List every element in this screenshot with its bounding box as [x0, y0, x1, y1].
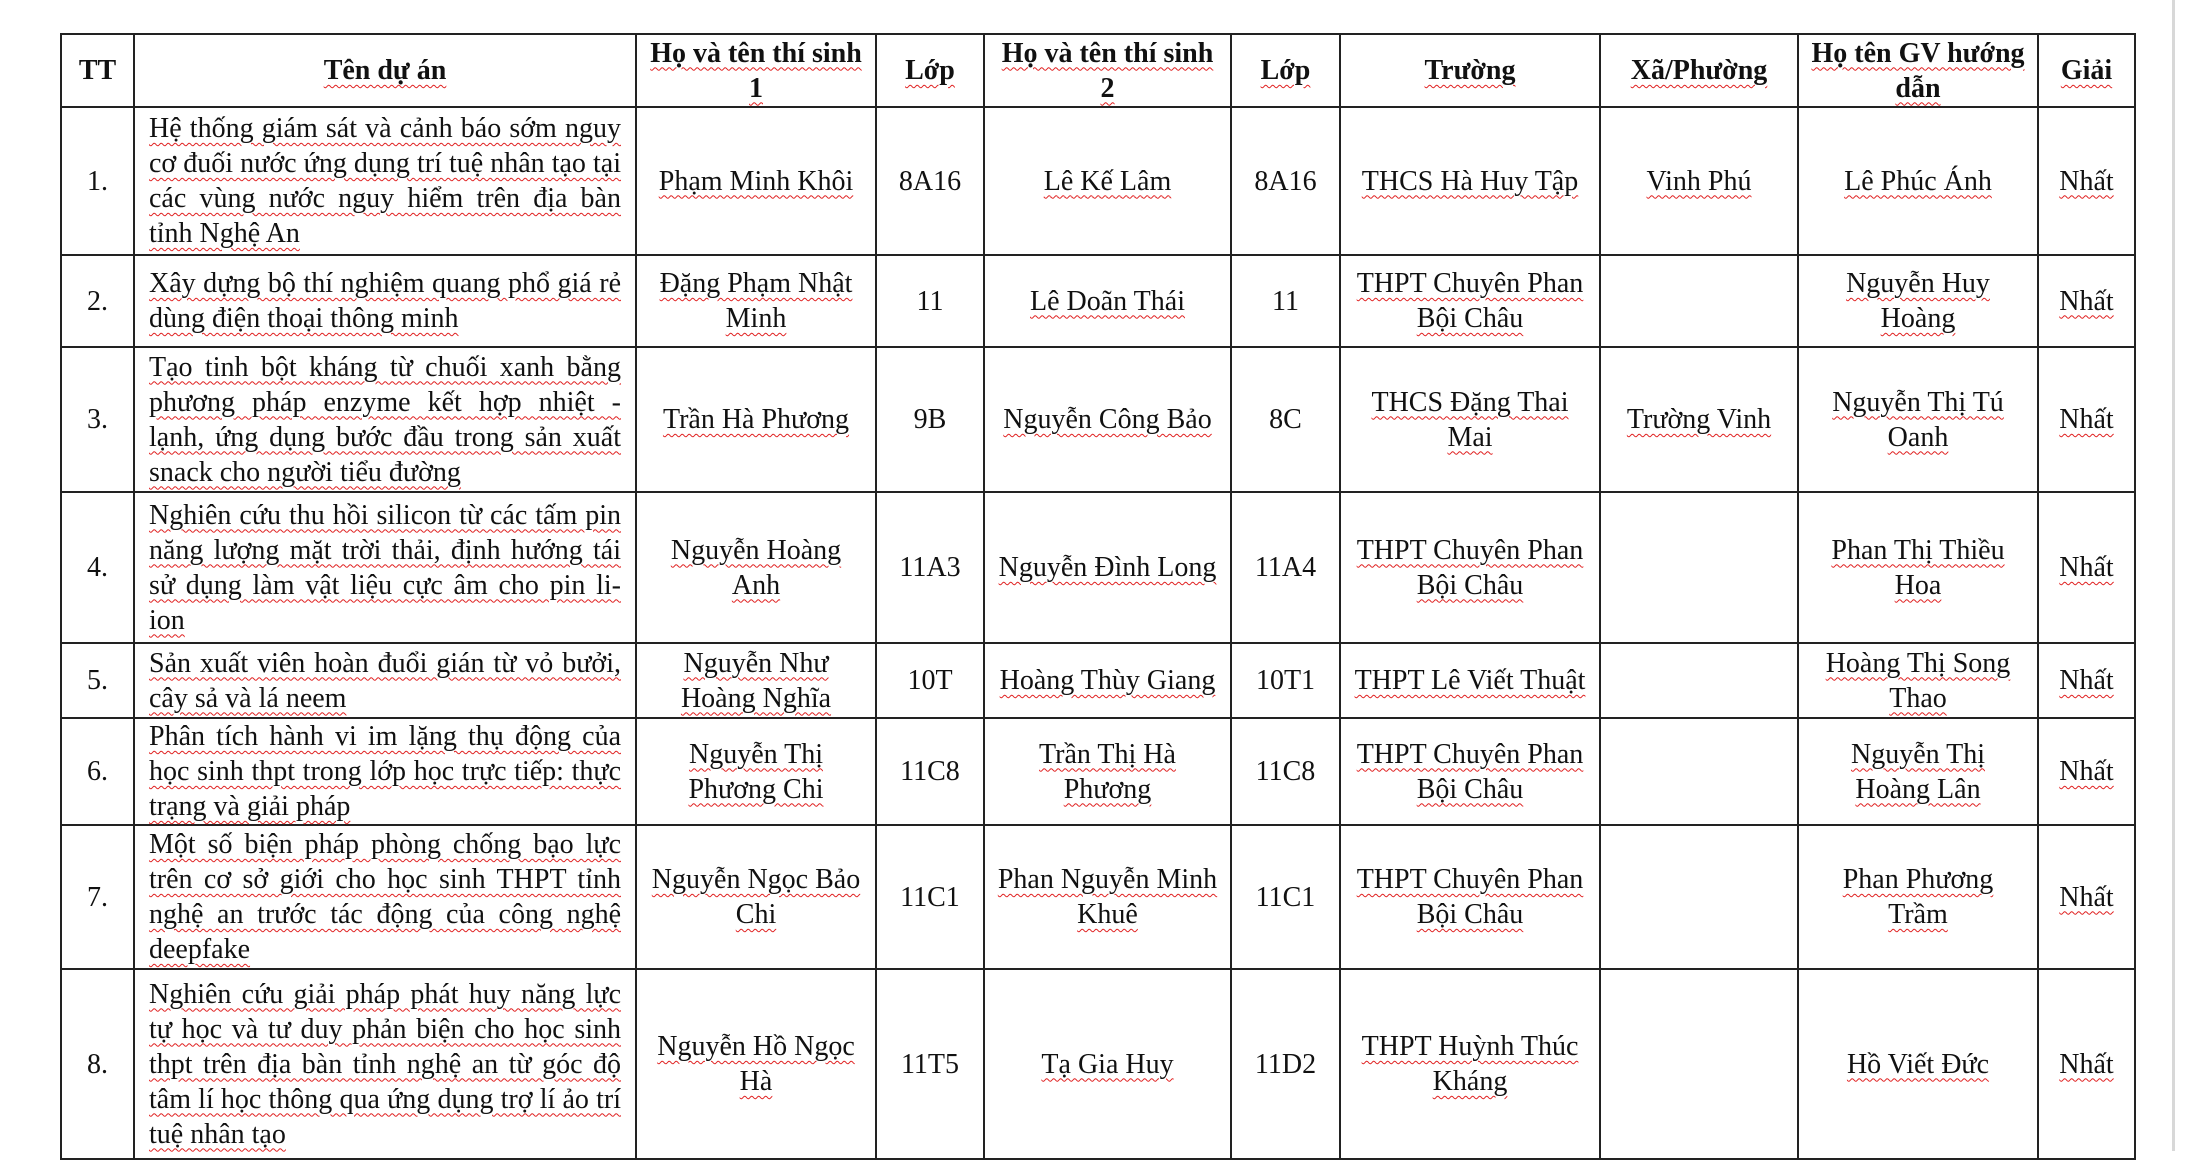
cell-tt-text: 7.	[87, 881, 108, 913]
cell-class2-text: 11C8	[1255, 756, 1316, 787]
header-teacher	[1798, 34, 2038, 107]
header-class1	[876, 34, 984, 107]
cell-project-text: Hệ thống giám sát và cảnh báo sớm nguy cơ đuối nước ứng dụng trí tuệ nhân tạo tại các vùng nước nguy hiểm trên địa bàn tỉnh Nghệ An	[149, 113, 621, 249]
header-school-label: Trường	[1424, 55, 1516, 86]
cell-school-text: THPT Huỳnh Thúc Kháng	[1361, 1031, 1579, 1097]
cell-class2	[1231, 255, 1340, 347]
cell-tt-text: 5.	[87, 665, 108, 696]
cell-class2-text: 10T1	[1255, 665, 1316, 696]
cell-tt-text: 3.	[87, 404, 108, 435]
cell-student2	[984, 969, 1231, 1159]
cell-prize-text: Nhất	[2059, 665, 2114, 696]
cell-teacher	[1798, 492, 2038, 643]
cell-teacher	[1798, 718, 2038, 825]
cell-student1-text: Nguyễn Ngọc Bảo Chi	[651, 864, 861, 930]
cell-student2-text: Lê Kế Lâm	[1043, 165, 1172, 197]
cell-project-text: Một số biện pháp phòng chống bạo lực trên cơ sở giới cho học sinh THPT tỉnh nghệ an trước tác động của công nghệ deepfake	[149, 829, 621, 965]
header-class2-label: Lớp	[1260, 55, 1311, 86]
cell-prize-text: Nhất	[2059, 404, 2114, 435]
cell-tt-text: 6.	[87, 756, 108, 787]
cell-prize	[2038, 825, 2135, 969]
cell-prize-text: Nhất	[2059, 756, 2114, 787]
cell-tt	[61, 492, 134, 643]
cell-project	[134, 969, 636, 1159]
cell-ward	[1600, 255, 1798, 347]
cell-class2	[1231, 347, 1340, 492]
cell-student1	[636, 825, 876, 969]
cell-teacher	[1798, 969, 2038, 1159]
cell-teacher	[1798, 825, 2038, 969]
cell-student1-text: Nguyễn Như Hoàng Nghĩa	[680, 647, 832, 714]
cell-ward	[1600, 107, 1798, 255]
cell-school-text: THPT Chuyên Phan Bội Châu	[1356, 268, 1584, 334]
cell-project-text: Xây dựng bộ thí nghiệm quang phổ giá rẻ dùng điện thoại thông minh	[149, 268, 621, 334]
cell-student2	[984, 107, 1231, 255]
cell-teacher	[1798, 255, 2038, 347]
cell-school-text: THPT Chuyên Phan Bội Châu	[1356, 738, 1584, 805]
header-school	[1340, 34, 1600, 107]
cell-school-text: THPT Chuyên Phan Bội Châu	[1356, 534, 1584, 601]
cell-project	[134, 107, 636, 255]
cell-class1	[876, 718, 984, 825]
cell-student2-text: Hoàng Thùy Giang	[999, 665, 1216, 696]
cell-class1-text: 11	[916, 285, 944, 317]
cell-class1	[876, 825, 984, 969]
awards-table	[60, 33, 2136, 1160]
header-prize-label: Giải	[2060, 55, 2113, 86]
cell-school	[1340, 347, 1600, 492]
cell-prize-text: Nhất	[2059, 1048, 2114, 1080]
header-student1-label: Họ và tên thí sinh 1	[650, 37, 862, 104]
cell-class2	[1231, 107, 1340, 255]
cell-ward	[1600, 969, 1798, 1159]
cell-project-text: Sản xuất viên hoàn đuổi gián từ vỏ bưởi, cây sả và lá neem	[149, 647, 621, 714]
header-tt: TT	[61, 34, 134, 107]
table-row	[61, 107, 2135, 255]
cell-student1-text: Nguyễn Thị Phương Chi	[688, 738, 824, 805]
cell-school-text: THPT Lê Viết Thuật	[1354, 665, 1586, 696]
cell-class1	[876, 255, 984, 347]
cell-class1-text: 11C8	[900, 756, 960, 787]
table-row	[61, 492, 2135, 643]
cell-student1	[636, 969, 876, 1159]
header-prize	[2038, 34, 2135, 107]
header-ward-label: Xã/Phường	[1630, 55, 1768, 86]
cell-project-text: Phân tích hành vi im lặng thụ động của học sinh thpt trong lớp học trực tiếp: thực trạng và giải pháp	[149, 721, 621, 822]
cell-tt	[61, 825, 134, 969]
table-row	[61, 643, 2135, 718]
cell-class1-text: 11T5	[900, 1048, 960, 1080]
page-edge	[2172, 0, 2175, 1151]
cell-student1-text: Trần Hà Phương	[662, 404, 850, 435]
cell-teacher-text: Phan Thị Thiều Hoa	[1831, 534, 2005, 601]
header-project-label: Tên dự án	[323, 55, 447, 86]
cell-tt	[61, 255, 134, 347]
cell-tt-text: 2.	[87, 285, 108, 317]
cell-class1-text: 9B	[913, 404, 947, 435]
cell-school	[1340, 107, 1600, 255]
cell-school	[1340, 492, 1600, 643]
table-row	[61, 969, 2135, 1159]
cell-student2	[984, 255, 1231, 347]
cell-school	[1340, 718, 1600, 825]
header-student2-label: Họ và tên thí sinh 2	[1001, 37, 1214, 104]
cell-tt	[61, 643, 134, 718]
cell-school	[1340, 969, 1600, 1159]
cell-teacher-text: Hoàng Thị Song Thao	[1825, 647, 2011, 714]
cell-student2-text: Nguyễn Đình Long	[998, 552, 1217, 583]
cell-tt-text: 8.	[87, 1048, 108, 1080]
cell-prize	[2038, 255, 2135, 347]
cell-school	[1340, 825, 1600, 969]
cell-project	[134, 255, 636, 347]
cell-school-text: THPT Chuyên Phan Bội Châu	[1356, 864, 1584, 930]
cell-ward	[1600, 492, 1798, 643]
header-row	[61, 34, 2135, 107]
cell-ward	[1600, 643, 1798, 718]
cell-student1	[636, 492, 876, 643]
cell-project-text: Nghiên cứu thu hồi silicon từ các tấm pin năng lượng mặt trời thải, định hướng tái sử dụng làm vật liệu cực âm cho pin li-ion	[149, 499, 621, 636]
cell-tt-text: 1.	[87, 165, 108, 197]
cell-student2	[984, 492, 1231, 643]
cell-student2-text: Lê Doãn Thái	[1030, 285, 1185, 317]
cell-project-text: Nghiên cứu giải pháp phát huy năng lực tự học và tư duy phản biện cho học sinh thpt trên địa bàn tỉnh nghệ an từ góc độ tâm lí học thông qua ứng dụng trợ lí ảo trí tuệ nhân tạo	[149, 978, 621, 1150]
cell-class1	[876, 347, 984, 492]
table-row	[61, 718, 2135, 825]
cell-tt-text: 4.	[87, 552, 108, 583]
cell-class2-text: 11A4	[1254, 552, 1317, 583]
cell-prize-text: Nhất	[2059, 165, 2114, 197]
cell-ward-text: Trường Vinh	[1626, 404, 1772, 435]
cell-class2-text: 8C	[1269, 404, 1302, 435]
cell-class2	[1231, 643, 1340, 718]
cell-ward	[1600, 347, 1798, 492]
cell-student2-text: Phan Nguyễn Minh Khuê	[997, 864, 1218, 930]
cell-student1	[636, 107, 876, 255]
cell-class1-text: 11C1	[900, 881, 960, 913]
cell-prize	[2038, 492, 2135, 643]
cell-student1-text: Nguyễn Hoàng Anh	[670, 534, 842, 601]
cell-prize	[2038, 347, 2135, 492]
table-row	[61, 255, 2135, 347]
cell-class2-text: 11	[1272, 285, 1299, 317]
cell-class1-text: 11A3	[899, 552, 961, 583]
cell-tt	[61, 969, 134, 1159]
cell-class2	[1231, 718, 1340, 825]
cell-prize-text: Nhất	[2059, 285, 2114, 317]
cell-student1-text: Phạm Minh Khôi	[658, 165, 854, 197]
cell-prize-text: Nhất	[2059, 552, 2114, 583]
cell-student2-text: Tạ Gia Huy	[1041, 1048, 1174, 1080]
cell-class1	[876, 107, 984, 255]
header-student1	[636, 34, 876, 107]
header-class2	[1231, 34, 1340, 107]
cell-school	[1340, 255, 1600, 347]
header-student2	[984, 34, 1231, 107]
cell-teacher	[1798, 347, 2038, 492]
cell-class1	[876, 643, 984, 718]
cell-student2-text: Nguyễn Công Bảo	[1003, 404, 1212, 435]
table-row	[61, 347, 2135, 492]
cell-student2	[984, 825, 1231, 969]
cell-teacher-text: Hồ Viết Đức	[1846, 1048, 1990, 1080]
cell-student1	[636, 255, 876, 347]
cell-student1	[636, 643, 876, 718]
cell-teacher-text: Nguyễn Thị Hoàng Lân	[1850, 738, 1986, 805]
cell-student1	[636, 718, 876, 825]
cell-student2-text: Trần Thị Hà Phương	[1039, 738, 1176, 805]
cell-teacher-text: Phan Phương Trầm	[1842, 864, 1994, 930]
cell-class2-text: 8A16	[1254, 165, 1317, 197]
cell-class2	[1231, 825, 1340, 969]
cell-class2	[1231, 969, 1340, 1159]
cell-school-text: THCS Hà Huy Tập	[1361, 165, 1579, 197]
cell-class1	[876, 492, 984, 643]
cell-school-text: THCS Đặng Thai Mai	[1371, 386, 1569, 453]
cell-project	[134, 825, 636, 969]
cell-prize-text: Nhất	[2059, 881, 2114, 913]
header-project	[134, 34, 636, 107]
cell-ward-text: Vinh Phú	[1646, 165, 1752, 197]
cell-project-text: Tạo tinh bột kháng từ chuối xanh bằng phương pháp enzyme kết hợp nhiệt - lạnh, ứng dụng bước đầu trong sản xuất snack cho người tiểu đường	[149, 351, 621, 488]
header-class1-label: Lớp	[905, 55, 955, 86]
cell-prize	[2038, 107, 2135, 255]
cell-class2-text: 11C1	[1255, 881, 1316, 913]
cell-tt	[61, 107, 134, 255]
cell-student2	[984, 643, 1231, 718]
cell-student1	[636, 347, 876, 492]
cell-student1-text: Đặng Phạm Nhật Minh	[659, 268, 853, 334]
cell-tt	[61, 347, 134, 492]
cell-class1-text: 8A16	[898, 165, 962, 197]
cell-project	[134, 718, 636, 825]
cell-ward	[1600, 825, 1798, 969]
cell-teacher	[1798, 643, 2038, 718]
cell-ward	[1600, 718, 1798, 825]
cell-prize	[2038, 643, 2135, 718]
cell-project	[134, 492, 636, 643]
cell-student2	[984, 347, 1231, 492]
cell-tt	[61, 718, 134, 825]
cell-teacher	[1798, 107, 2038, 255]
cell-project	[134, 643, 636, 718]
cell-project	[134, 347, 636, 492]
table-row	[61, 825, 2135, 969]
cell-student2	[984, 718, 1231, 825]
cell-student1-text: Nguyễn Hồ Ngọc Hà	[657, 1031, 855, 1097]
header-teacher-label: Họ tên GV hướng dẫn	[1811, 37, 2025, 104]
cell-prize	[2038, 969, 2135, 1159]
cell-school	[1340, 643, 1600, 718]
header-ward	[1600, 34, 1798, 107]
cell-prize	[2038, 718, 2135, 825]
cell-class1-text: 10T	[907, 665, 953, 696]
cell-class2	[1231, 492, 1340, 643]
cell-class1	[876, 969, 984, 1159]
cell-teacher-text: Nguyễn Thị Tú Oanh	[1832, 386, 2004, 453]
cell-teacher-text: Nguyễn Huy Hoàng	[1846, 268, 1990, 334]
cell-teacher-text: Lê Phúc Ánh	[1844, 165, 1992, 197]
cell-class2-text: 11D2	[1254, 1048, 1317, 1080]
